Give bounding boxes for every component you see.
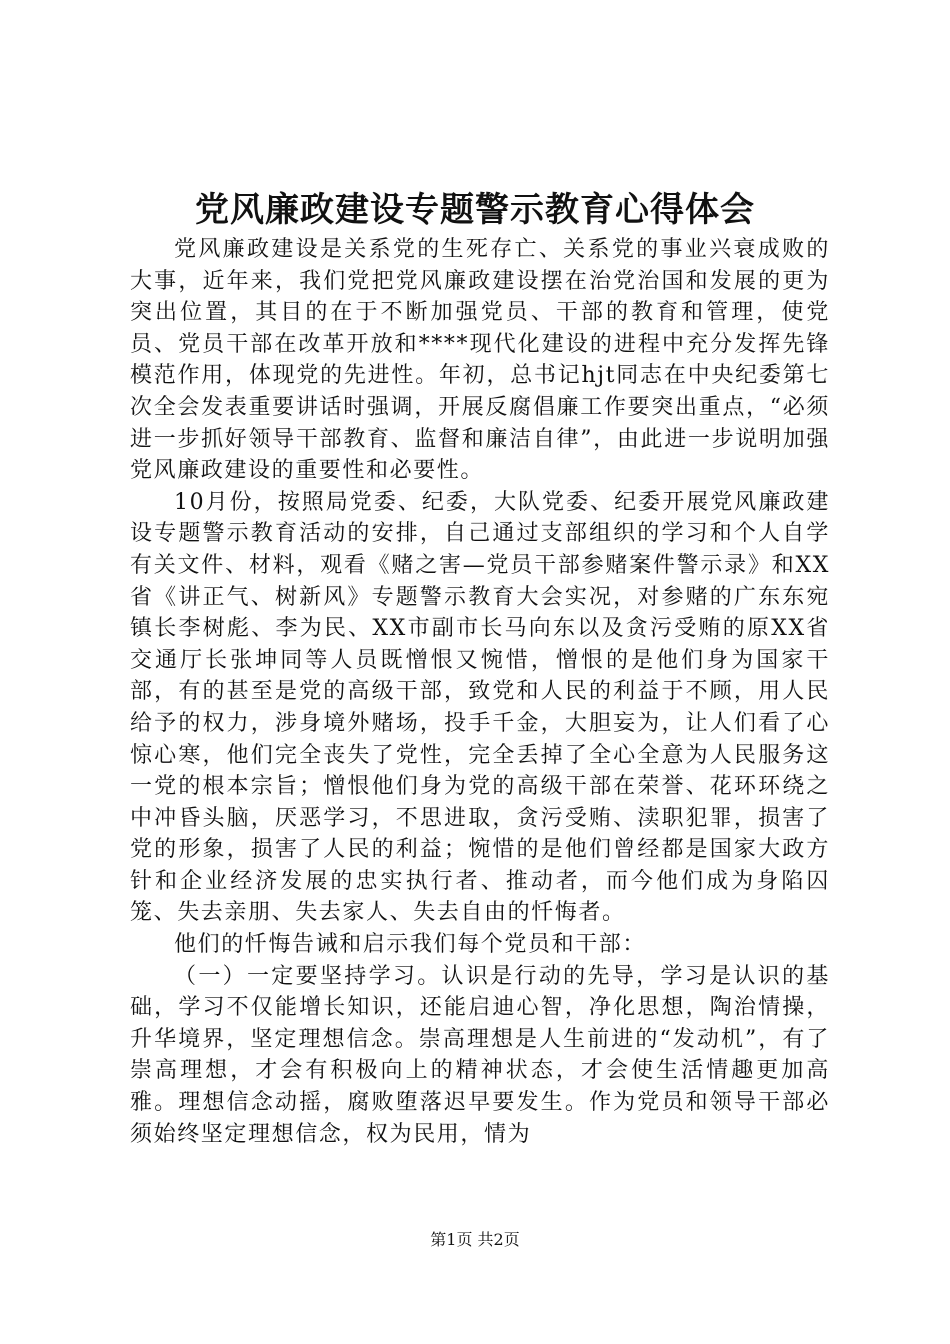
page-number-footer: 第1页 共2页: [430, 1230, 520, 1249]
paragraph-1: 党风廉政建设是关系党的生死存亡、关系党的事业兴衰成败的大事，近年来，我们党把党风廉政建设摆在治党治国和发展的更为突出位置，其目的在于不断加强党员、干部的教育和管理，使党员、党员干部在改革开放和****现代化建设的进程中充分发挥先锋模范作用，体现党的先进性。年初，总书记hjt同志在中央纪委第七次全会发表重要讲话时强调，开展反腐倡廉工作要突出重点，“必须进一步抓好领导干部教育、监督和廉洁自律”，由此进一步说明加强党风廉政建设的重要性和必要性。: [130, 237, 830, 484]
paragraph-3: 他们的忏悔告诫和启示我们每个党员和干部：: [174, 932, 647, 958]
paragraph-2: 10月份，按照局党委、纪委，大队党委、纪委开展党风廉政建设专题警示教育活动的安排，自己通过支部组织的学习和个人自学有关文件、材料，观看《赌之害—党员干部参赌案件警示录》和XX省《讲正气、树新风》专题警示教育大会实况，对参赌的广东东宛镇长李树彪、李为民、XX市副市长马向东以及贪污受贿的原XX省交通厅长张坤同等人员既憎恨又惋惜，憎恨的是他们身为国家干部，有的甚至是党的高级干部，致党和人民的利益于不顾，用人民给予的权力，涉身境外赌场，投手千金，大胆妄为，让人们看了心惊心寒，他们完全丧失了党性，完全丢掉了全心全意为人民服务这一党的根本宗旨；憎恨他们身为党的高级干部在荣誉、花环环绕之中冲昏头脑，厌恶学习，不思进取，贪污受贿、渎职犯罪，损害了党的形象，损害了人民的利益；惋惜的是他们曾经都是国家大政方针和企业经济发展的忠实执行者、推动者，而今他们成为身陷囚笼、失去亲朋、失去家人、失去自由的忏悔者。: [130, 489, 830, 926]
paragraph-4: （一）一定要坚持学习。认识是行动的先导，学习是认识的基础，学习不仅能增长知识，还能启迪心智，净化思想，陶治情操，升华境界，坚定理想信念。崇高理想是人生前进的“发动机”，有了崇高理想，才会有积极向上的精神状态，才会使生活情趣更加高雅。理想信念动摇，腐败堕落迟早要发生。作为党员和领导干部必须始终坚定理想信念，权为民用，情为: [130, 963, 830, 1147]
document-body: [130, 234, 830, 1150]
document-title: 党风廉政建设专题警示教育心得体会: [195, 190, 755, 230]
